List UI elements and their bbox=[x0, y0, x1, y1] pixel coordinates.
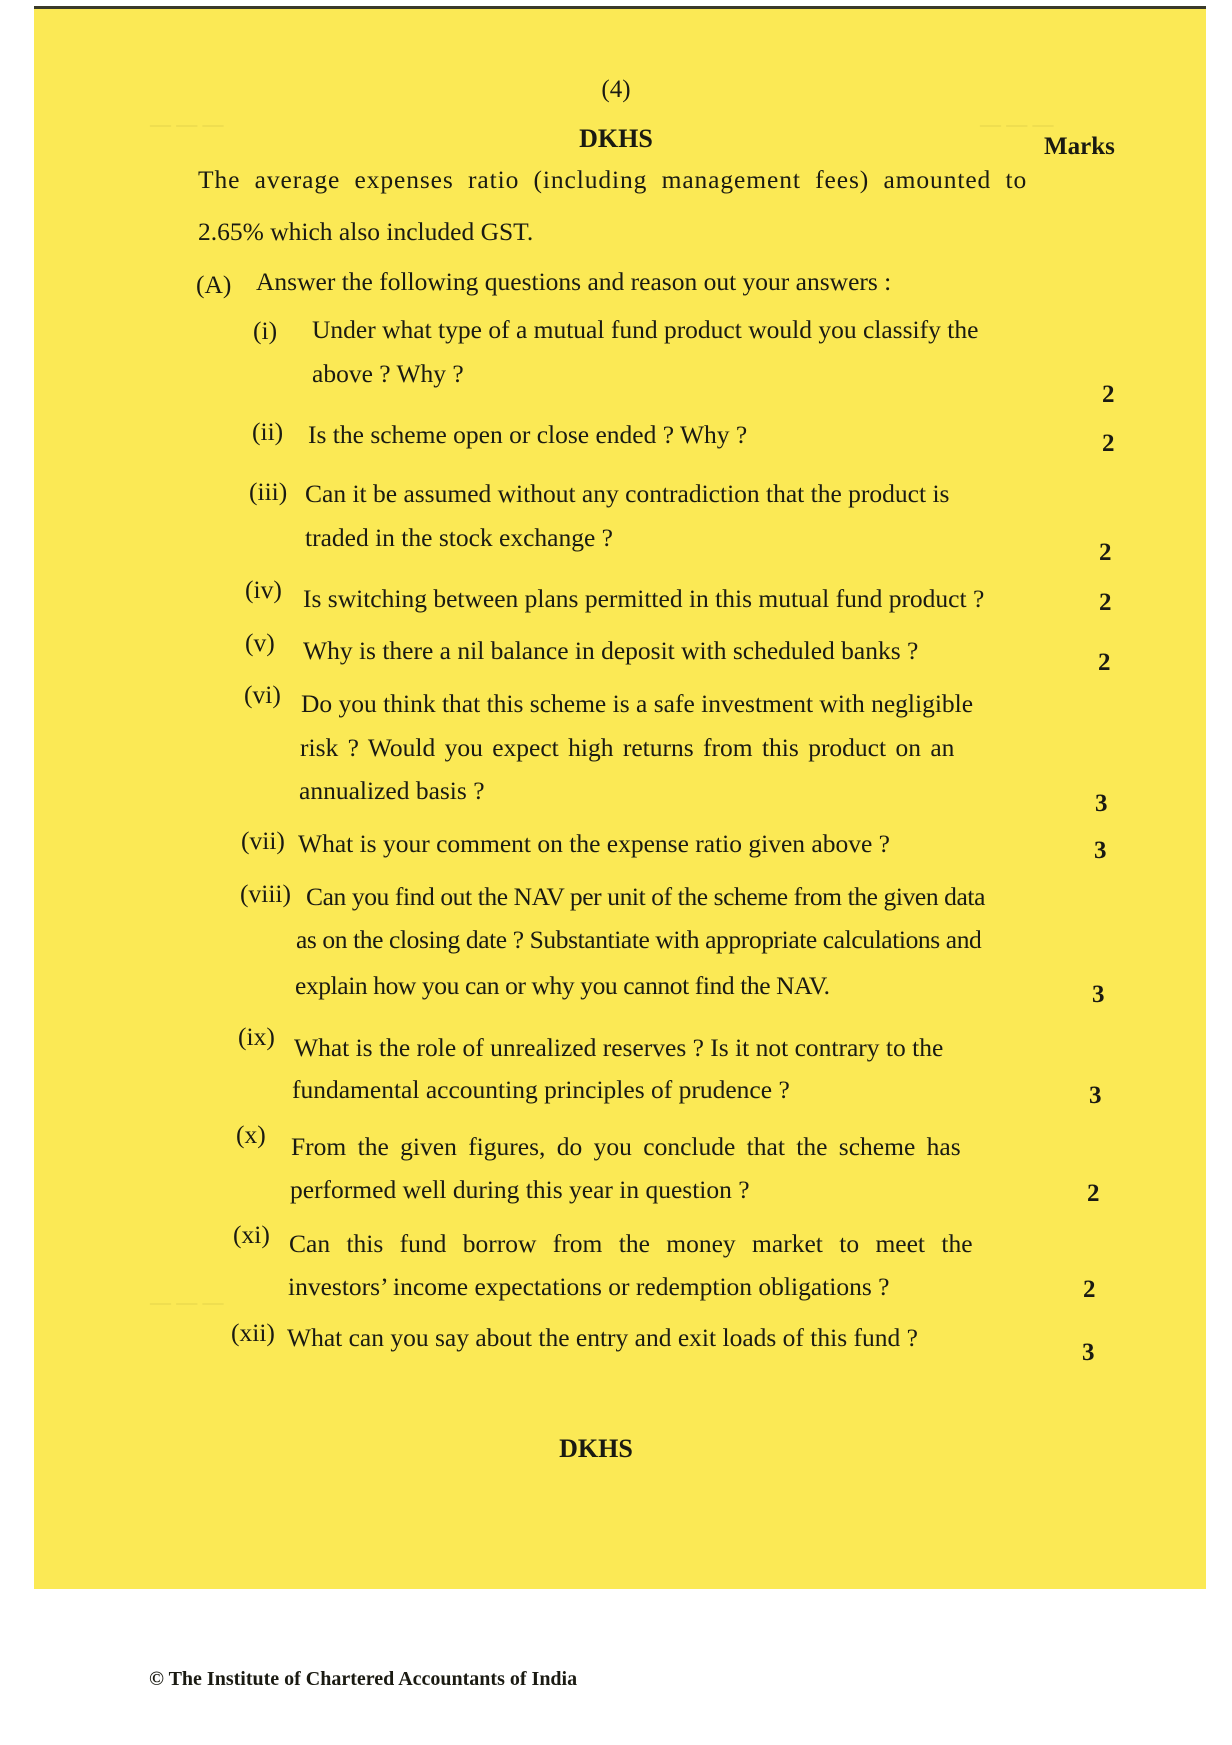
question-marks: 2 bbox=[1102, 430, 1115, 457]
marks-header: Marks bbox=[1044, 133, 1115, 160]
bleed-through: — — — bbox=[980, 112, 1054, 136]
question-text: annualized basis ? bbox=[299, 776, 485, 805]
question-text: traded in the stock exchange ? bbox=[305, 523, 613, 552]
question-marks: 3 bbox=[1095, 790, 1108, 817]
question-number: (ix) bbox=[238, 1022, 275, 1051]
question-text: From the given figures, do you conclude that the scheme has bbox=[291, 1132, 961, 1161]
question-number: (xii) bbox=[231, 1318, 275, 1347]
question-marks: 2 bbox=[1098, 649, 1111, 676]
question-text: above ? Why ? bbox=[312, 359, 464, 388]
question-text: Can this fund borrow from the money market to meet the bbox=[289, 1229, 973, 1258]
question-text: What is the role of unrealized reserves ? Is it not contrary to the bbox=[294, 1033, 944, 1062]
question-text: Under what type of a mutual fund product would you classify the bbox=[312, 315, 979, 344]
question-marks: 3 bbox=[1089, 1082, 1102, 1109]
question-number: (xi) bbox=[233, 1220, 270, 1249]
question-number: (iv) bbox=[245, 575, 282, 604]
intro-line-2: 2.65% which also included GST. bbox=[198, 217, 534, 246]
question-text: Is the scheme open or close ended ? Why ? bbox=[308, 420, 748, 449]
section-instruction: Answer the following questions and reason out your answers : bbox=[256, 267, 892, 296]
question-text: performed well during this year in question ? bbox=[290, 1175, 750, 1204]
question-number: (v) bbox=[245, 628, 275, 657]
question-marks: 2 bbox=[1087, 1180, 1100, 1207]
question-text: What is your comment on the expense ratio given above ? bbox=[298, 829, 890, 858]
question-text: risk ? Would you expect high returns from this product on an bbox=[300, 733, 955, 762]
intro-line-1: The average expenses ratio (including management fees) amounted to bbox=[198, 165, 1028, 194]
copyright-notice: © The Institute of Chartered Accountants of India bbox=[149, 1668, 578, 1690]
footer-code: DKHS bbox=[559, 1434, 633, 1463]
question-text: What can you say about the entry and exit loads of this fund ? bbox=[287, 1323, 918, 1352]
question-number: (vi) bbox=[244, 680, 281, 709]
question-text: explain how you can or why you cannot find the NAV. bbox=[295, 971, 830, 1000]
question-text: Can you find out the NAV per unit of the scheme from the given data bbox=[306, 882, 986, 911]
question-text: Why is there a nil balance in deposit with scheduled banks ? bbox=[303, 636, 919, 665]
page-number: (4) bbox=[601, 76, 631, 103]
section-label: (A) bbox=[196, 270, 232, 299]
question-marks: 3 bbox=[1094, 837, 1107, 864]
question-marks: 3 bbox=[1082, 1339, 1095, 1366]
bleed-through: — — — bbox=[150, 112, 224, 136]
question-number: (viii) bbox=[240, 879, 291, 908]
question-number: (x) bbox=[236, 1120, 266, 1149]
question-marks: 2 bbox=[1083, 1276, 1096, 1303]
bleed-through: — — — bbox=[150, 1290, 224, 1314]
question-marks: 2 bbox=[1102, 381, 1115, 408]
question-text: Can it be assumed without any contradiction that the product is bbox=[305, 479, 950, 508]
question-marks: 2 bbox=[1099, 539, 1112, 566]
question-text: as on the closing date ? Substantiate with appropriate calculations and bbox=[296, 925, 982, 954]
question-number: (vii) bbox=[241, 826, 285, 855]
question-text: Do you think that this scheme is a safe investment with negligible bbox=[301, 689, 974, 718]
question-text: investors’ income expectations or redemption obligations ? bbox=[288, 1272, 890, 1301]
question-text: Is switching between plans permitted in this mutual fund product ? bbox=[303, 584, 985, 613]
question-number: (iii) bbox=[249, 477, 288, 506]
question-number: (i) bbox=[253, 316, 278, 345]
question-text: fundamental accounting principles of prudence ? bbox=[292, 1075, 790, 1104]
question-marks: 2 bbox=[1099, 589, 1112, 616]
header-code: DKHS bbox=[579, 124, 653, 153]
question-number: (ii) bbox=[252, 417, 284, 446]
question-marks: 3 bbox=[1092, 981, 1105, 1008]
